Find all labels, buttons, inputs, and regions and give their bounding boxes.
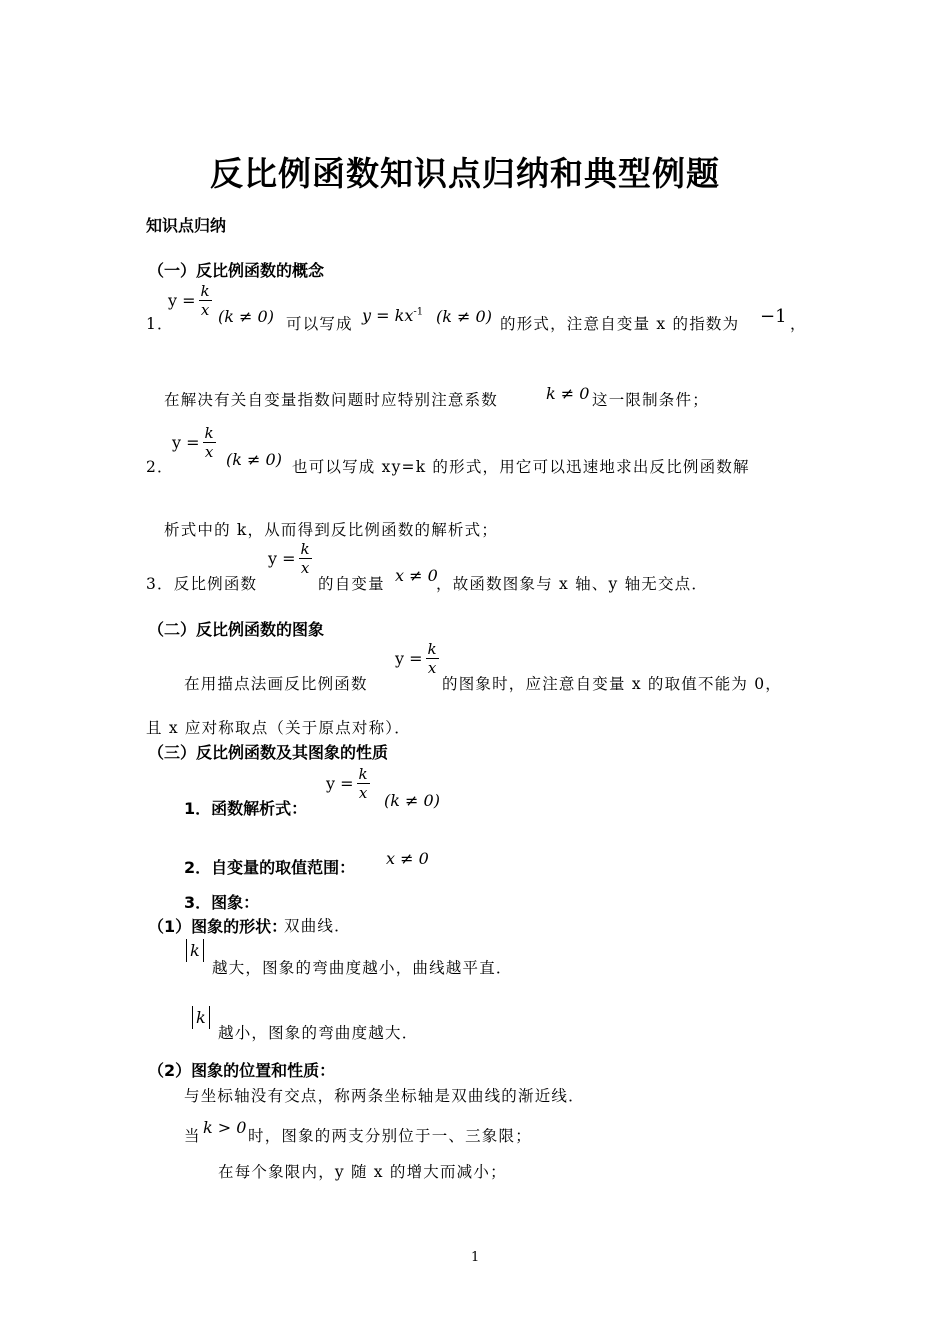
item3-text-a: 3．反比例函数 [146,575,258,593]
eq-kx: y = kx [362,306,414,325]
frac-denominator: x [300,559,310,577]
when-text: 当 [184,1127,201,1145]
eq-y: y = [326,774,354,793]
item1-number: 1． [146,315,174,333]
item2-formula [172,424,216,461]
position-line1: 与坐标轴没有交点，称两条坐标轴是双曲线的渐近线． [184,1087,585,1105]
eq-y: y = [395,649,423,668]
shape-value: 双曲线． [284,917,351,935]
k-gt-0: k > 0 [203,1118,247,1137]
item1-condition: (k ≠ 0) [218,307,274,326]
part3-heading: （三）反比例函数及其图象的性质 [148,743,389,762]
frac-numerator: k [204,424,214,442]
property2-value: x ≠ 0 [386,849,429,868]
page-title: 反比例函数知识点归纳和典型例题 [210,154,720,193]
section-heading: 知识点归纳 [146,216,227,235]
property2-label: 2．自变量的取值范围： [184,858,356,877]
part1-heading: （一）反比例函数的概念 [148,261,325,280]
abs-k-1 [186,941,204,960]
position-line3: 在每个象限内，y 随 x 的增大而减小； [218,1163,507,1181]
fraction-k-over-x [199,282,212,319]
item1-line2-b: 这一限制条件； [592,391,709,409]
fraction-k-over-x [203,424,216,461]
item3-text-b: 的自变量 [318,575,385,593]
fraction-k-over-x [357,765,370,802]
x-ne-0: x ≠ 0 [395,566,438,585]
part2-heading: （二）反比例函数的图象 [148,620,325,639]
item1-line2-a: 在解决有关自变量指数问题时应特别注意系数 [164,391,499,409]
fraction-k-over-x [426,640,439,677]
property1-label: 1．函数解析式： [184,799,308,818]
item2-text: 也可以写成 xy=k 的形式，用它可以迅速地求出反比例函数解 [292,458,750,476]
item3-text-c: ，故函数图象与 x 轴、y 轴无交点． [436,575,709,593]
part2-line1-b: 的图象时，应注意自变量 x 的取值不能为 0， [442,675,782,693]
position-line2: 时，图象的两支分别位于一、三象限； [248,1127,532,1145]
item2-line2: 析式中的 k，从而得到反比例函数的解析式； [164,521,499,539]
page-number: 1 [471,1250,480,1265]
abs-k: k [192,1006,210,1029]
item1-text-a: 可以写成 [286,315,353,333]
item2-condition: (k ≠ 0) [226,450,282,469]
item1-comma: ， [790,315,807,333]
item1-eq-kx [362,306,423,325]
part2-line1-a: 在用描点法画反比例函数 [184,675,368,693]
part2-formula [395,640,439,677]
item2-number: 2． [146,458,174,476]
item1-formula [168,282,212,319]
k-ne-0: k ≠ 0 [546,384,590,403]
eq-y: y = [268,549,296,568]
abs-k: k [186,939,204,962]
property1-formula [326,765,370,802]
position-label: （2）图象的位置和性质： [148,1061,336,1080]
frac-numerator: k [300,540,310,558]
property1-condition: (k ≠ 0) [384,791,440,810]
shape-label: （1）图象的形状： [148,917,288,936]
item3-formula [268,540,312,577]
fraction-k-over-x [299,540,312,577]
frac-numerator: k [200,282,210,300]
exponent: -1 [413,306,424,318]
eq-y: y = [172,433,200,452]
frac-denominator: x [204,443,214,461]
part2-line2: 且 x 应对称取点（关于原点对称）． [146,719,411,737]
item1-condition-2: (k ≠ 0) [436,307,492,326]
eq-y: y = [168,291,196,310]
property3-label: 3．图象： [184,893,260,912]
frac-denominator: x [200,301,210,319]
big-k-text: 越大，图象的弯曲度越小，曲线越平直． [212,959,513,977]
item1-text-b: 的形式，注意自变量 x 的指数为 [500,315,740,333]
abs-k-2 [192,1008,210,1027]
small-k-text: 越小，图象的弯曲度越大． [218,1024,419,1042]
minus-one: −1 [760,306,787,327]
frac-numerator: k [358,765,368,783]
frac-denominator: x [358,784,368,802]
frac-denominator: x [427,659,437,677]
frac-numerator: k [427,640,437,658]
